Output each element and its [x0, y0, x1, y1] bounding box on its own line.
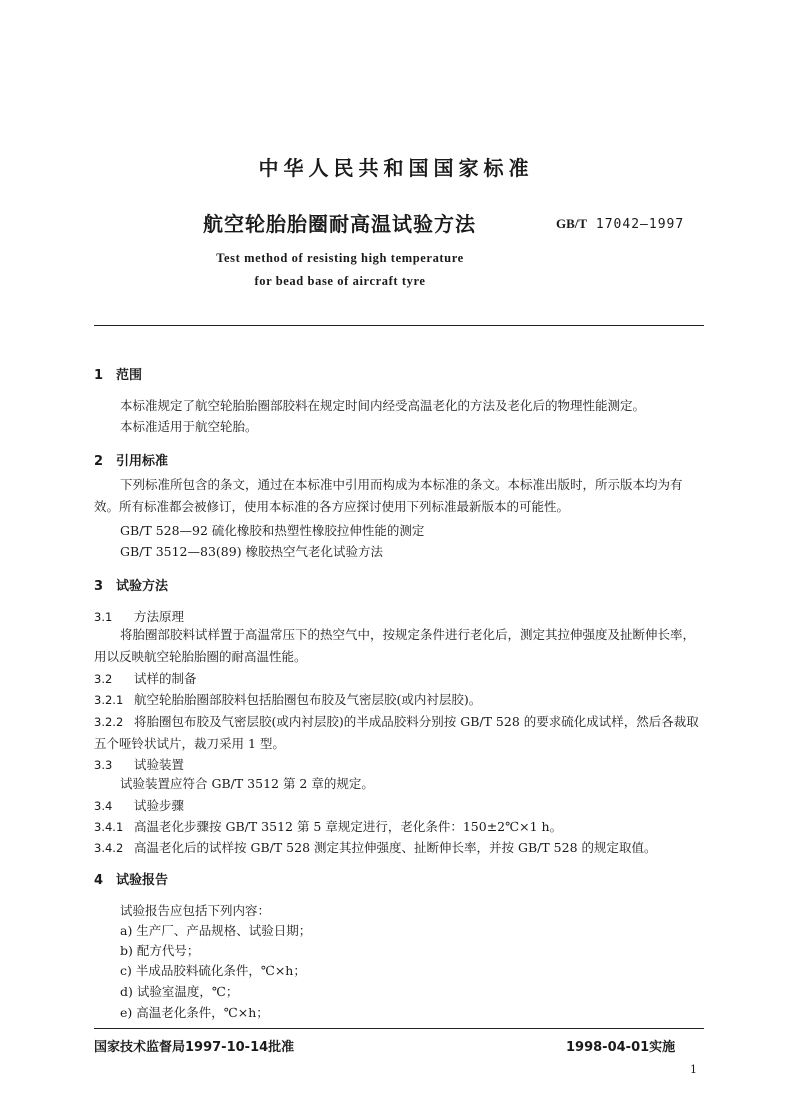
clause-3-2-2: [94, 711, 706, 755]
section-3-heading: [94, 575, 168, 594]
list-item: d) 试验室温度，℃；: [120, 984, 239, 999]
subsection-title: 方法原理: [134, 609, 185, 624]
section-4-heading: [94, 869, 168, 888]
reference-item: GB/T 528—92 硫化橡胶和热塑性橡胶拉伸性能的测定: [120, 523, 425, 538]
subsection-number: 3.3: [94, 758, 113, 772]
subsection-title: 试验装置: [134, 757, 185, 772]
section-number: 3: [94, 579, 104, 594]
section-title: 范围: [116, 368, 143, 383]
subsection-title: 试样的制备: [134, 671, 197, 686]
subsection-title: 试验步骤: [134, 798, 185, 813]
footer-divider: [94, 1028, 704, 1029]
document-title-en-line2: for bead base of aircraft tyre: [254, 274, 426, 288]
standard-prefix: GB/T: [556, 216, 588, 231]
paragraph: 本标准规定了航空轮胎胎圈部胶料在规定时间内经受高温老化的方法及老化后的物理性能测定。: [120, 398, 646, 413]
effective-date: 1998-04-01实施: [566, 1040, 676, 1055]
paragraph: 试验装置应符合 GB/T 3512 第 2 章的规定。: [120, 776, 374, 791]
paragraph: 将胎圈部胶料试样置于高温常压下的热空气中，按规定条件进行老化后，测定其拉伸强度及扯断伸长率，用以反映航空轮胎胎圈的耐高温性能。: [94, 627, 696, 664]
section-title: 试验报告: [116, 873, 169, 888]
standard-number: [556, 216, 684, 232]
paragraph: 试验报告应包括下列内容：: [120, 903, 271, 918]
subsection-number: 3.1: [94, 610, 113, 624]
clause-3-4-2: [94, 838, 657, 856]
standard-code: 17042—1997: [595, 217, 685, 232]
clause-number: 3.4.2: [94, 841, 124, 855]
section-number: 4: [94, 873, 104, 888]
clause-number: 3.2.1: [94, 693, 124, 707]
clause-3-4-1: [94, 817, 562, 835]
subsection-3-4-heading: [94, 796, 184, 814]
list-item: c) 半成品胶料硫化条件，℃×h；: [120, 963, 306, 978]
paragraph: 下列标准所包含的条文，通过在本标准中引用而构成为本标准的条文。本标准出版时，所示版本均为有效。所有标准都会被修订，使用本标准的各方应探讨使用下列标准最新版本的可能性。: [94, 477, 683, 514]
clause-number: 3.2.2: [94, 715, 124, 729]
section-title: 试验方法: [116, 579, 169, 594]
document-title-en-line1: Test method of resisting high temperature: [216, 251, 464, 265]
clause-3-2-1: [94, 690, 481, 708]
clause-text: 航空轮胎胎圈部胶料包括胎圈包布胶及气密层胶(或内衬层胶)。: [134, 692, 482, 707]
clause-text: 将胎圈包布胶及气密层胶(或内衬层胶)的半成品胶料分别按 GB/T 528 的要求硫化成试样，然后各裁取五个哑铃状试片，裁刀采用 1 型。: [94, 714, 699, 751]
section-number: 2: [94, 454, 104, 469]
section-2-heading: [94, 450, 168, 469]
document-title-cn: 航空轮胎胎圈耐高温试验方法: [203, 212, 476, 236]
clause-text: 高温老化步骤按 GB/T 3512 第 5 章规定进行，老化条件：150±2℃×1 h。: [134, 819, 563, 834]
section-number: 1: [94, 368, 104, 383]
reference-item: GB/T 3512—83(89) 橡胶热空气老化试验方法: [120, 544, 384, 559]
list-item: b) 配方代号；: [120, 943, 200, 958]
subsection-3-1-heading: [94, 607, 184, 625]
subsection-3-2-heading: [94, 669, 197, 687]
subsection-3-3-heading: [94, 755, 184, 773]
standard-organization-heading: 中华人民共和国国家标准: [258, 156, 534, 180]
list-item: a) 生产厂、产品规格、试验日期；: [120, 923, 312, 938]
approval-line: 国家技术监督局1997-10-14批准: [94, 1040, 295, 1055]
section-1-heading: [94, 364, 142, 383]
paragraph: 本标准适用于航空轮胎。: [120, 419, 258, 434]
header-divider: [94, 325, 704, 326]
subsection-number: 3.4: [94, 799, 113, 813]
clause-number: 3.4.1: [94, 820, 124, 834]
list-item: e) 高温老化条件，℃×h；: [120, 1005, 269, 1020]
subsection-number: 3.2: [94, 672, 113, 686]
section-title: 引用标准: [116, 454, 169, 469]
clause-text: 高温老化后的试样按 GB/T 528 测定其拉伸强度、扯断伸长率，并按 GB/T 528 的规定取值。: [134, 840, 657, 855]
page-number: 1: [690, 1063, 697, 1076]
